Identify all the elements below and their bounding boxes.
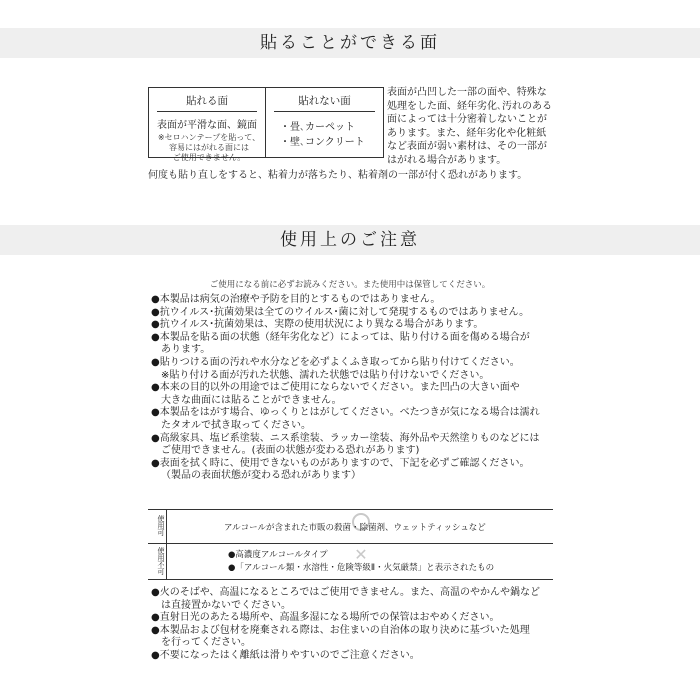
unusable-item: ●「アルコール類・水溶性・危険等級Ⅱ・火気厳禁」と表示されたもの	[228, 563, 495, 573]
usage-table	[148, 509, 553, 580]
caution-list-2	[151, 587, 561, 663]
cannot-stick-list	[280, 120, 383, 150]
reapply-note: 何度も貼り直しをすると、粘着力が落ちたり、粘着剤の一部が付く恐れがあります。	[148, 170, 528, 181]
caution-item: ●火のそばや、高温になるところではご使用できません。また、高温のやかんや鍋など	[151, 587, 541, 598]
caution-item: ●本製品を貼る面の状態（経年劣化など）によっては、貼り付ける面を傷める場合が	[151, 331, 530, 343]
section-title: 使用上のご注意	[280, 230, 420, 250]
surfaces-table	[148, 87, 384, 162]
side-note-line: 処理をした面、経年劣化､汚れのある	[387, 100, 552, 112]
caution-item-cont: たタオルで拭き取ってください。	[161, 419, 311, 431]
divider	[157, 111, 257, 112]
table-border-bottom	[148, 579, 553, 580]
side-note-line: など表面が弱い素材は、その一部が	[387, 141, 547, 152]
list-item: ・畳､カーペット	[280, 122, 355, 133]
table-border-top	[148, 509, 553, 510]
cannot-stick-header: 貼れない面	[298, 95, 351, 107]
note-line: 容易にはがれる面には	[169, 143, 249, 152]
can-stick-main: 表面が平滑な面、鏡面	[157, 120, 257, 131]
side-note-line: あります。また、経年劣化や化粧紙	[387, 127, 547, 139]
list-item: ・壁､コンクリート	[280, 137, 365, 148]
caution-item: ●高級家具、塩ビ系塗装、ニス系塗装、ラッカー塗装、海外品や天然塗りものなどには	[151, 432, 540, 444]
caution-item-cont: あります。	[161, 344, 211, 356]
side-note-line: はがれる場合があります。	[387, 154, 507, 166]
caution-item: ●本製品は病気の治療や予防を目的とするものではありません。	[151, 294, 441, 305]
table-border-middle	[148, 543, 553, 544]
caution-item-cont: ご使用できません。(表面の状態が変わる恐れがあります)	[161, 445, 420, 457]
unusable-label: 使用不可	[157, 547, 165, 575]
caution-item: ●本製品をはがす場合、ゆっくりとはがしてください。べたつきが気になる場合は濡れ	[151, 407, 540, 419]
note-line: ※セロハンテープを貼って、	[157, 133, 261, 142]
caution-item: ●表面を拭く時に、使用できないものがありますので、下記を必ずご確認ください。	[151, 457, 530, 469]
side-note-line: 表面が凸凹した一部の面や、特殊な	[387, 87, 547, 98]
caution-item: ●抗ウイルス･抗菌効果は、実際の使用状況により異なる場合があります。	[151, 319, 484, 331]
caution-item-cont: 大きな曲面には貼ることができません。	[161, 394, 342, 406]
caution-item: ●直射日光のあたる場所や、高温多湿になる場所での保管はおやめください。	[151, 612, 500, 624]
can-stick-column	[149, 88, 266, 162]
surface-side-note	[387, 86, 557, 167]
cannot-stick-column	[266, 88, 383, 157]
table-label-divider	[166, 509, 167, 580]
side-note-line: 面によっては十分密着しないことが	[387, 114, 547, 125]
caution-item: ●不要になったはく離紙は滑りやすいのでご注意ください。	[151, 649, 420, 661]
caution-item: ●貼りつける面の汚れや水分などを必ずよくふき取ってから貼り付けてください。	[151, 356, 520, 368]
can-stick-header: 貼れる面	[186, 95, 228, 107]
section-title: 貼ることができる面	[260, 33, 440, 53]
usable-label: 使用可	[157, 515, 165, 536]
caution-item-cont: ※貼り付ける面が汚れた状態、濡れた状態では貼り付けないでください。	[161, 369, 490, 381]
caution-item: ●本製品および包材を廃棄される際は、お住まいの自治体の取り決めに基づいた処理	[151, 624, 530, 636]
caution-item: ●抗ウイルス･抗菌効果は全てのウイルス･菌に対して発現するものではありません。	[151, 306, 530, 318]
divider	[274, 111, 375, 112]
usable-text: アルコールが含まれた市販の殺菌・除菌剤、ウェットティッシュなど	[224, 523, 486, 533]
intro-text: ご使用になる前に必ずお読みください。また使用中は保管してください。	[209, 280, 491, 290]
note-line: ご使用できません。	[172, 153, 246, 162]
caution-item-cont: を行ってください。	[161, 637, 251, 649]
caution-item-cont: は直接置かないでください。	[161, 599, 291, 611]
section-header-surfaces	[0, 28, 700, 58]
can-stick-note	[149, 133, 265, 163]
caution-list	[151, 294, 561, 483]
section-header-cautions	[0, 225, 700, 255]
caution-item-cont: （製品の表面状態が変わる恐れがあります）	[161, 470, 361, 482]
unusable-item: ●高濃度アルコールタイプ	[228, 550, 328, 560]
caution-item: ●本来の目的以外の用途ではご使用にならないでください。また凹凸の大きい面や	[151, 382, 520, 394]
cross-ng-icon: ✕	[354, 545, 368, 564]
